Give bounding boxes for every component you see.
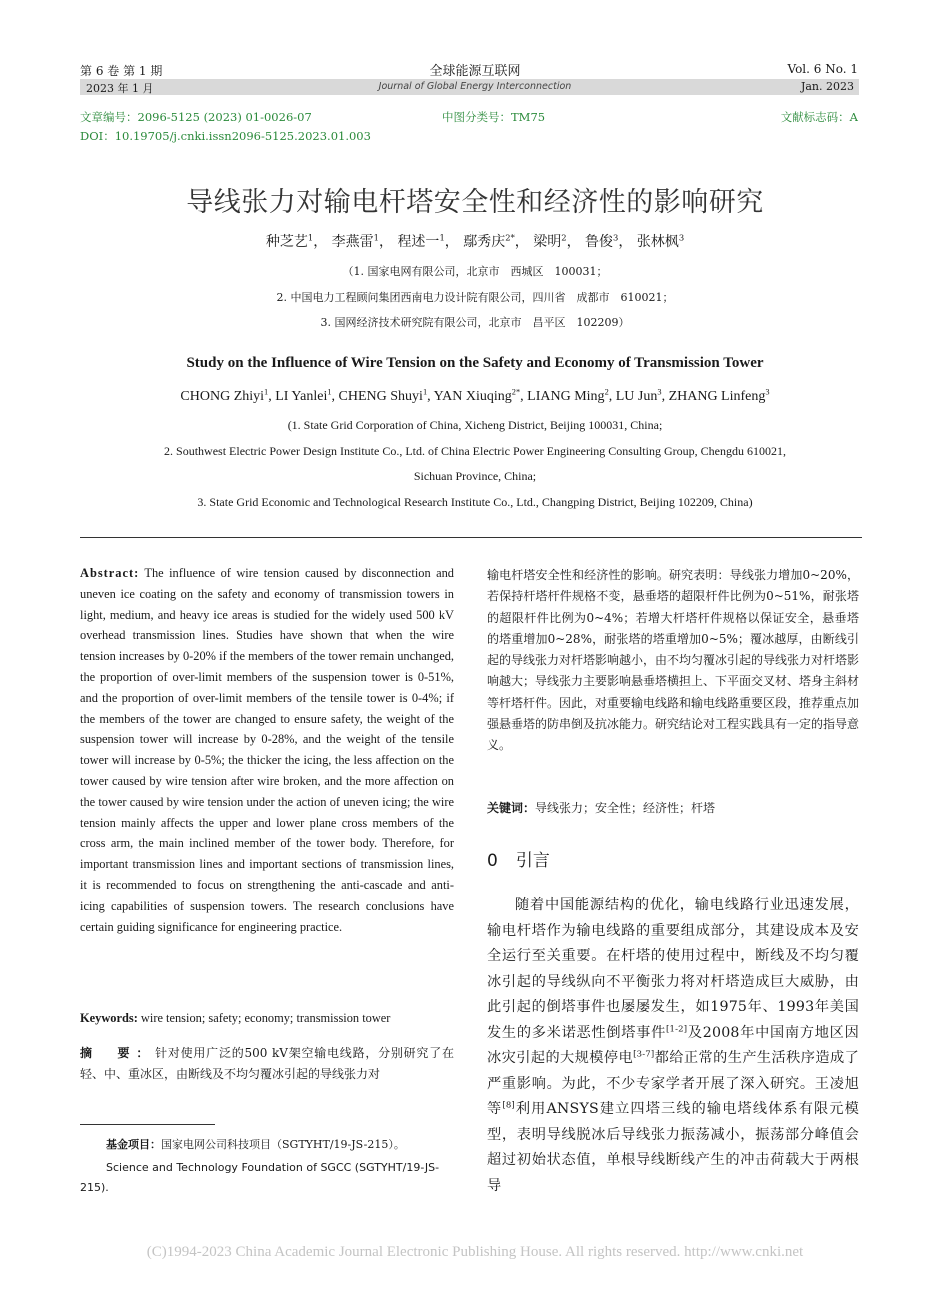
divider xyxy=(80,537,862,538)
date-en: Jan. 2023 xyxy=(800,80,854,93)
footnote-divider xyxy=(80,1124,215,1125)
author-en: LIANG Ming xyxy=(527,389,605,404)
body-paragraph: 随着中国能源结构的优化，输电线路行业迅速发展，输电杆塔作为输电线路的重要组成部分，其建设成本及安全运行至关重要。在杆塔的使用过程中，断线及不均匀覆冰引起的导线纵向不平衡张力将对杆塔造成巨大威胁，由此引起的倒塔事件也屡屡发生，如1975年、1993年美国发生的多米诺恶性倒塔事件[1-2]及2008年中国南方地区因冰灾引起的大规模停电[3-7]都给正常的生产生活秩序造成了严重影响。为此，不少专家学者开展了深入研究。王凌旭等[8]利用ANSYS建立四塔三线的输电塔线体系有限元模型，表明导线脱冰后导线张力振荡减小，振荡部分峰值会超过初始状态值，单根导线断线产生的冲击荷载大于两根导 xyxy=(487,897,859,1194)
author-en: LI Yanlei xyxy=(275,389,328,404)
abstract-cn-continued: 输电杆塔安全性和经济性的影响。研究表明：导线张力增加0~20%，若保持杆塔杆件规格不变，悬垂塔的超限杆件比例为0~51%，耐张塔的超限杆件比例为0~4%；若增大杆塔杆件规格以保证安全，悬垂塔的塔重增加0~28%，耐张塔的塔重增加0~5%；覆冰越厚，由断线引起的导线张力对杆塔影响越小，由不均匀覆冰引起的导线张力对杆塔影响越大；导线张力主要影响悬垂塔横担上、下平面交叉材、塔身主斜材等杆塔杆件。因此，对重要输电线路和输电线路重要区段，推荐重点加强悬垂塔的防串倒及抗冰能力。研究结论对工程实践具有一定的指导意义。 xyxy=(487,568,860,753)
affiliation-cn: 2. 中国电力工程顾问集团西南电力设计院有限公司，四川省 成都市 610021； xyxy=(276,291,674,304)
keywords-cn-text: 导线张力；安全性；经济性；杆塔 xyxy=(535,801,716,815)
keywords-en xyxy=(80,1011,454,1026)
keywords-text: wire tension; safety; economy; transmission tower xyxy=(137,1011,391,1025)
keywords-cn xyxy=(487,799,859,816)
doi-link[interactable]: DOI：10.19705/j.cnki.issn2096-5125.2023.01.003 xyxy=(80,129,371,143)
author-cn: 种芝艺 xyxy=(265,234,308,250)
abstract-label: Abstract: xyxy=(80,566,140,580)
affiliation-en: Sichuan Province, China; xyxy=(413,469,537,483)
author-cn: 程述一 xyxy=(397,234,440,250)
citation-ref: [8] xyxy=(502,1100,515,1111)
author-cn: 鲁俊 xyxy=(585,234,614,250)
affiliation-en: 3. State Grid Economic and Technological Research Institute Co., Ltd., Changping District, Beijing 102209, China) xyxy=(197,495,753,509)
author-en: YAN Xiuqing xyxy=(433,389,512,404)
abstract-text: The influence of wire tension caused by disconnection and uneven ice coating on the safety and economy of transmission towers in light, medium, and heavy ice areas is studied for the widely used 500 kV overhead transmission lines. Studies have shown that when the wire tension increases by 0-20% if the members of the tower remain unchanged, the proportion of over-limit members of the suspension tower is 0-51%, and the proportion of over-limit members of the tensile tower is 0-4%; if the members of the tower are changed to ensure safety, the weight of the suspension tower will increase by 0-28%, and the weight of the tensile tower will increase by 0-5%; the thicker the icing, the less affection on the tower caused by wire tension after wire broken, and the more affection on the tower caused by wire tension under the action of uneven icing; the wire tension mainly affects the upper and lower plane cross members of the cross arm, the main inclined member of the tower body. Therefore, for important transmission lines and important sections of transmission lines, it is recommended to focus on strengthening the anti-cascade and anti-icing capabilities of suspension towers. The research conclusions have certain guiding significance for engineering practice. xyxy=(80,566,454,934)
journal-name-cn: 全球能源互联网 xyxy=(429,64,521,79)
authors-cn: 种芝艺$^1$， 李燕雷$^1$， 程述一$^1$， 鄢秀庆$^{2*}$， 梁明$^2$， 鲁俊$^3$， 张林枫$^3$ xyxy=(265,232,685,250)
page-title-en: Study on the Influence of Wire Tension on the Safety and Economy of Transmission Tower xyxy=(186,355,764,371)
footnote-text-cn: 国家电网公司科技项目（SGTYHT/19-JS-215）。 xyxy=(161,1138,405,1151)
section-title: 引言 xyxy=(515,851,550,871)
section-heading xyxy=(487,846,550,871)
citation-ref: [1-2] xyxy=(665,1023,688,1034)
section-number: 0 xyxy=(487,851,498,871)
abstract-cn xyxy=(80,1043,454,1085)
abstract-cn-label: 摘 要： xyxy=(80,1046,156,1060)
copyright-footer: (C)1994-2023 China Academic Journal Electronic Publishing House. All rights reserved. http://www.cnki.net xyxy=(146,1244,804,1260)
affiliation-en: (1. State Grid Corporation of China, Xicheng District, Beijing 100031, China; xyxy=(287,418,663,432)
author-cn: 梁明 xyxy=(533,234,562,250)
author-en: LU Jun xyxy=(615,389,658,404)
document-code: 文献标志码：A xyxy=(780,110,858,124)
footnote-label: 基金项目： xyxy=(106,1138,161,1151)
affiliation-cn: 3. 国网经济技术研究院有限公司，北京市 昌平区 102209） xyxy=(320,316,630,329)
journal-name-en: Journal of Global Energy Interconnection xyxy=(378,81,572,92)
page-title-cn: 导线张力对输电杆塔安全性和经济性的影响研究 xyxy=(186,187,764,218)
clc-number: 中图分类号：TM75 xyxy=(442,110,546,124)
keywords-cn-label: 关键词： xyxy=(487,801,536,815)
footnote-cn xyxy=(106,1136,456,1152)
date-cn: 2023 年 1 月 xyxy=(86,82,154,95)
authors-en: CHONG Zhiyi$^1$, LI Yanlei$^1$, CHENG Shuyi$^1$, YAN Xiuqing$^{2*}$, LIANG Ming$^2$, LU Jun$^3$, ZHANG Linfeng$^3$ xyxy=(180,387,770,404)
abstract-en xyxy=(80,563,454,937)
footnote-en: Science and Technology Foundation of SGCC (SGTYHT/19-JS-215). xyxy=(80,1161,440,1194)
citation-ref: [3-7] xyxy=(633,1049,655,1060)
affiliation-cn: （1. 国家电网有限公司，北京市 西城区 100031； xyxy=(342,265,608,278)
author-en: ZHANG Linfeng xyxy=(668,389,766,404)
affiliation-en: 2. Southwest Electric Power Design Institute Co., Ltd. of China Electric Power Engineering Consulting Group, Chengdu 610021, xyxy=(164,444,786,458)
author-cn: 张林枫 xyxy=(636,234,679,250)
keywords-label: Keywords: xyxy=(80,1011,138,1025)
abstract-cn-text: 针对使用广泛的500 kV架空输电线路，分别研究了在轻、中、重冰区，由断线及不均匀覆冰引起的导线张力对 xyxy=(80,1046,454,1081)
author-en: CHONG Zhiyi xyxy=(180,389,265,404)
author-cn: 鄢秀庆 xyxy=(463,234,506,250)
article-number: 文章编号：2096-5125 (2023) 01-0026-07 xyxy=(80,110,312,124)
author-en: CHENG Shuyi xyxy=(338,389,423,404)
volume-issue-en: Vol. 6 No. 1 xyxy=(787,62,858,76)
author-cn: 李燕雷 xyxy=(331,234,374,250)
volume-issue-cn: 第 6 卷 第 1 期 xyxy=(80,64,163,78)
